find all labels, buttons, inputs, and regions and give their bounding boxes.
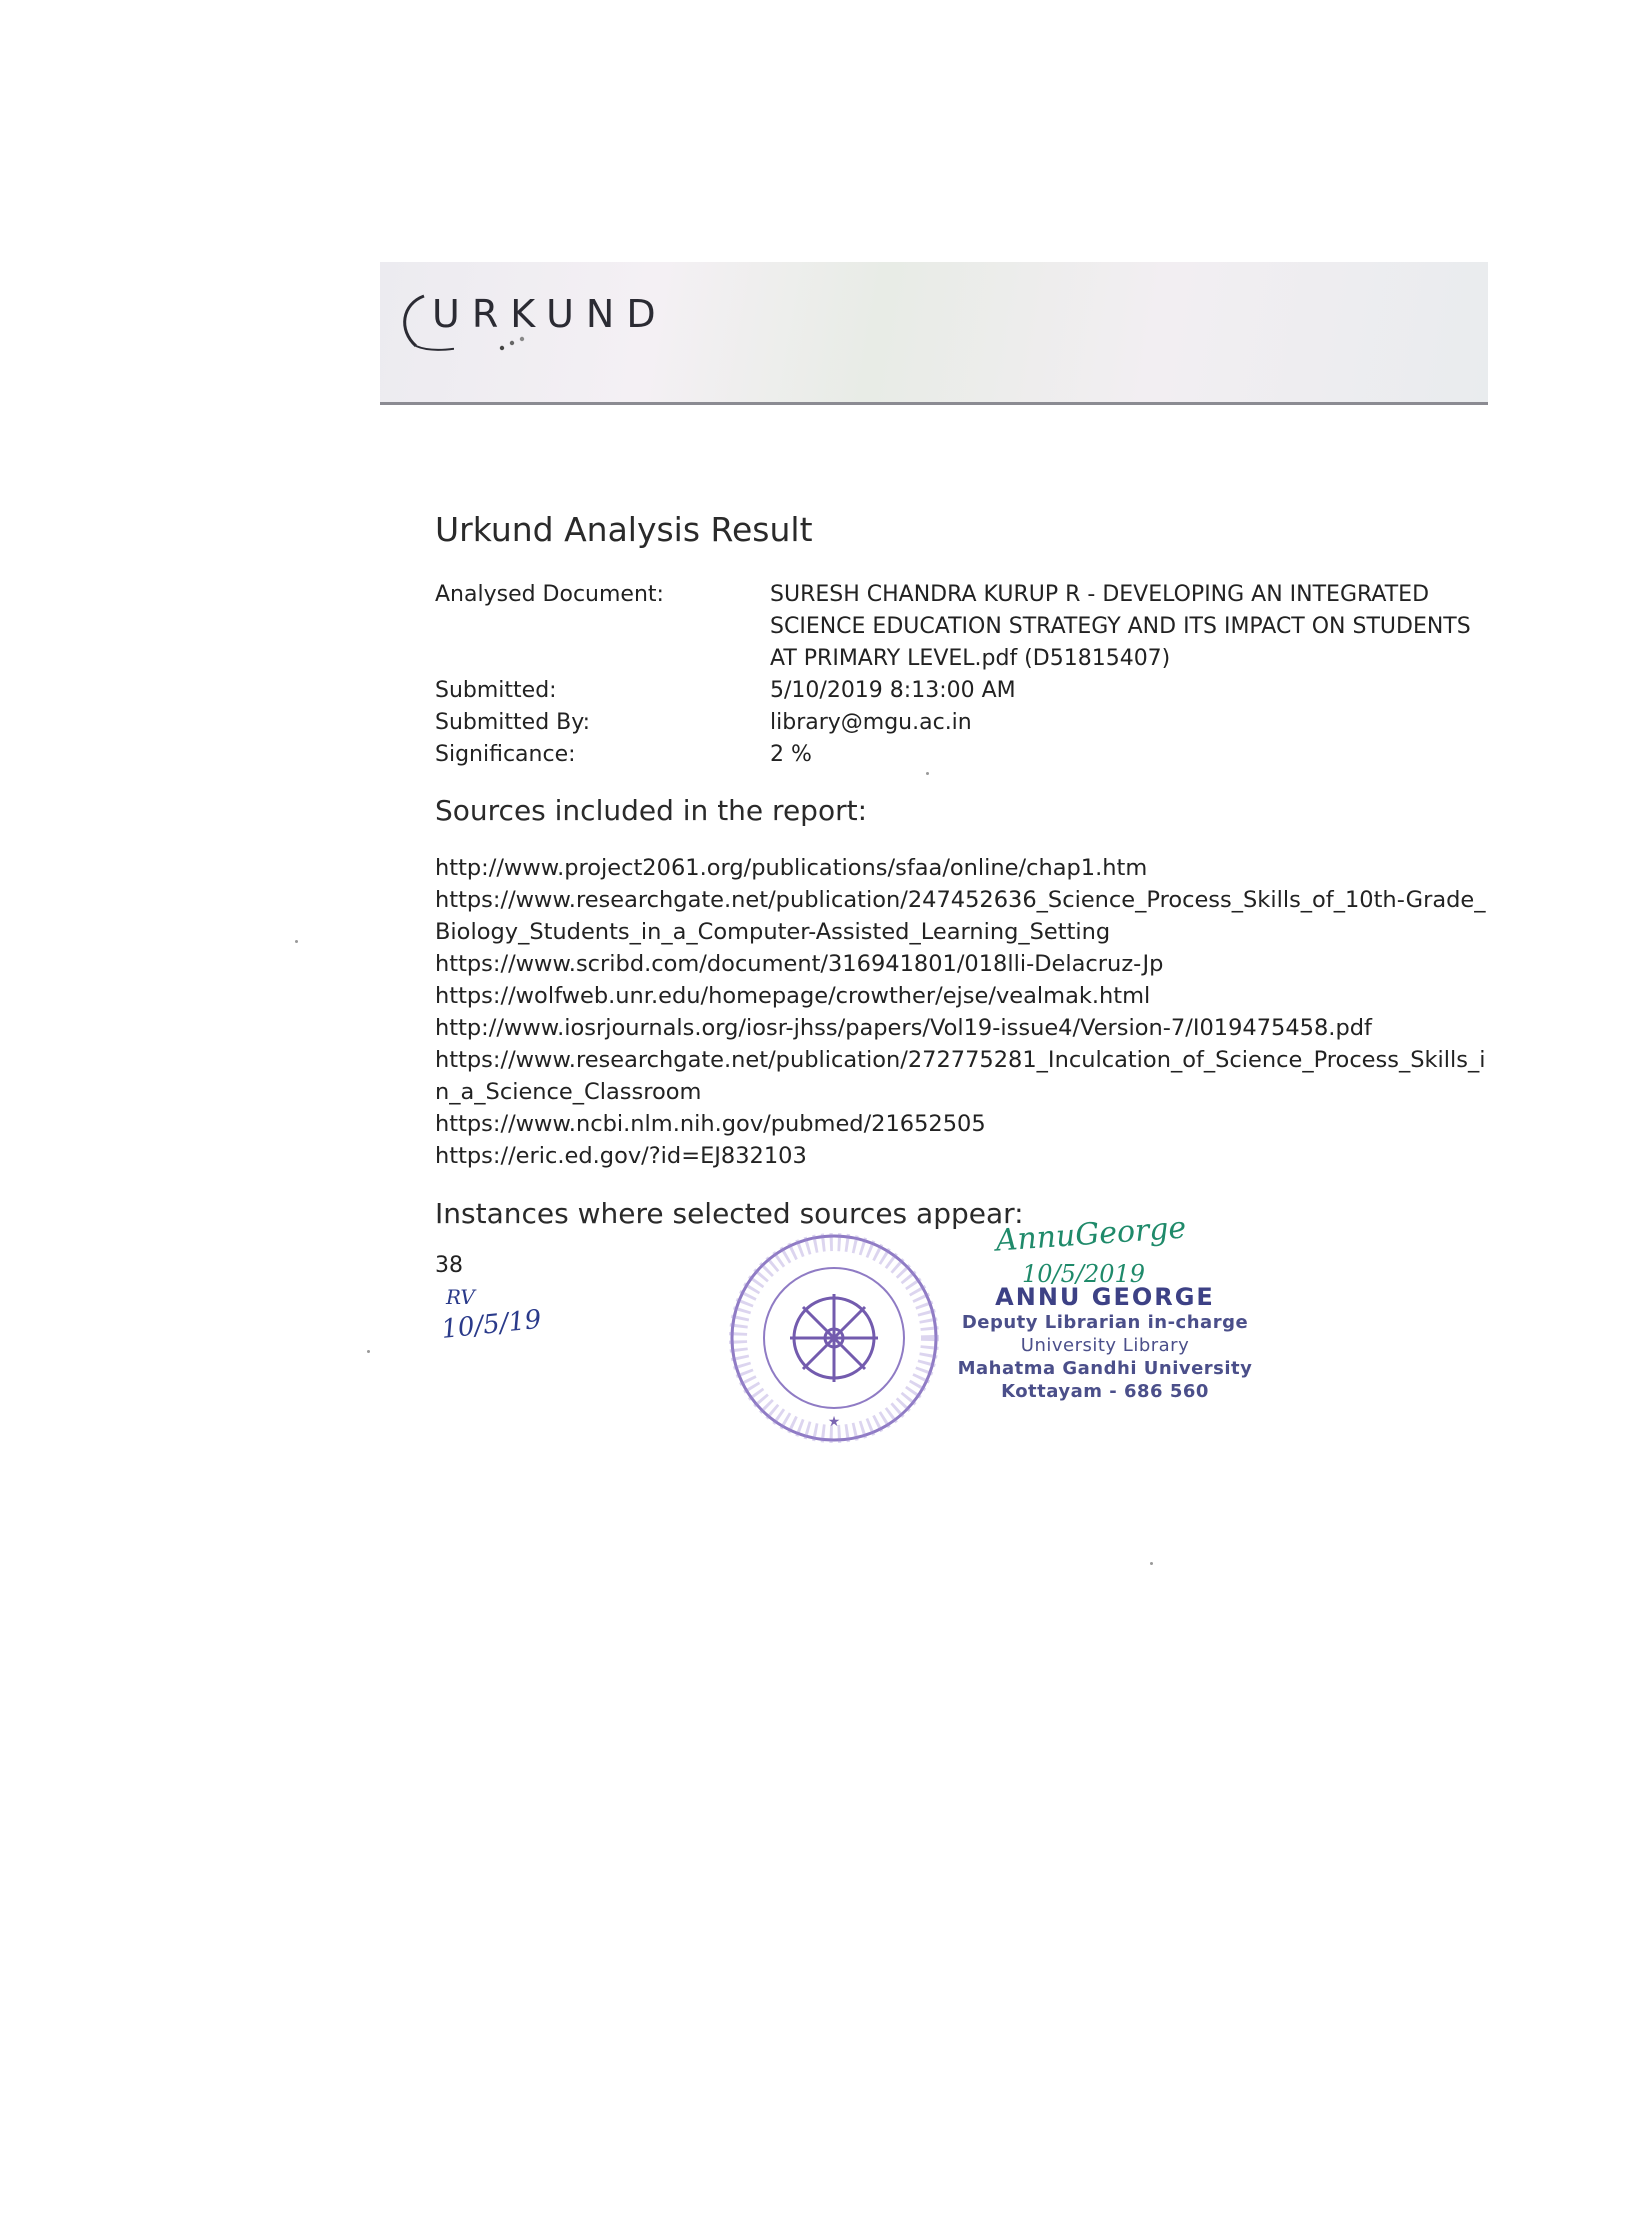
seal-designation: Deputy Librarian in-charge: [961, 1312, 1249, 1333]
source-link: http://www.iosrjournals.org/iosr-jhss/papers/Vol19-issue4/Version-7/I019475458.pdf: [435, 1015, 1372, 1041]
instances-heading: Instances where selected sources appear:: [435, 1197, 1024, 1230]
signature-name: AnnuGeorge: [994, 1210, 1188, 1259]
handwritten-initial: RV: [446, 1285, 475, 1309]
field-label-submitted: Submitted:: [435, 678, 557, 703]
seal-university: Mahatma Gandhi University: [957, 1358, 1253, 1379]
seal-name: ANNU GEORGE: [995, 1283, 1215, 1311]
signature-date: 10/5/2019: [1022, 1260, 1146, 1288]
field-value-significance: 2 %: [770, 742, 812, 767]
report-title: Urkund Analysis Result: [435, 510, 813, 549]
urkund-logo-text: URKUND: [432, 292, 668, 336]
sources-heading: Sources included in the report:: [435, 794, 868, 827]
scan-speck: [295, 940, 298, 943]
urkund-logo-dots-icon: [498, 334, 538, 354]
field-label-submitted-by: Submitted By:: [435, 710, 591, 735]
field-value-submitted: 5/10/2019 8:13:00 AM: [770, 678, 1016, 703]
source-link: https://www.scribd.com/document/316941801/018lli-Delacruz-Jp: [435, 951, 1164, 977]
scan-speck: [367, 1350, 370, 1353]
field-label-significance: Significance:: [435, 742, 576, 767]
source-link: https://www.ncbi.nlm.nih.gov/pubmed/21652505: [435, 1111, 986, 1137]
instances-count: 38: [435, 1253, 463, 1278]
handwritten-date: 10/5/19: [440, 1304, 543, 1345]
sources-list: [435, 852, 1495, 1172]
scan-speck: [1150, 1562, 1153, 1565]
seal-location: Kottayam - 686 560: [1001, 1381, 1209, 1402]
field-value-analysed-document: SURESH CHANDRA KURUP R - DEVELOPING AN INTEGRATED SCIENCE EDUCATION STRATEGY AND ITS IMPACT ON STUDENTS AT PRIMARY LEVEL.pdf (D51815407): [770, 582, 1471, 671]
source-link: https://www.researchgate.net/publication/272775281_Inculcation_of_Science_Process_Skills_in_a_Science_Classroom: [435, 1047, 1486, 1105]
svg-text:★: ★: [827, 1414, 841, 1430]
handwritten-signature: [992, 1210, 1202, 1290]
scan-speck: [926, 772, 929, 775]
librarian-seal: [955, 1283, 1255, 1403]
handwritten-initial-date: [440, 1282, 550, 1352]
source-link: https://eric.ed.gov/?id=EJ832103: [435, 1143, 807, 1169]
source-link: http://www.project2061.org/publications/sfaa/online/chap1.htm: [435, 855, 1148, 881]
source-link: https://wolfweb.unr.edu/homepage/crowther/ejse/vealmak.html: [435, 983, 1151, 1009]
urkund-banner: [380, 262, 1488, 405]
source-link: https://www.researchgate.net/publication/247452636_Science_Process_Skills_of_10th-Grade_Biology_Students_in_a_Computer-Assisted_Learning_Setting: [435, 887, 1486, 945]
seal-department: University Library: [1020, 1335, 1190, 1356]
field-value-submitted-by: library@mgu.ac.in: [770, 710, 972, 735]
field-label-analysed-document: Analysed Document:: [435, 582, 664, 607]
university-round-stamp-icon: [728, 1232, 940, 1444]
